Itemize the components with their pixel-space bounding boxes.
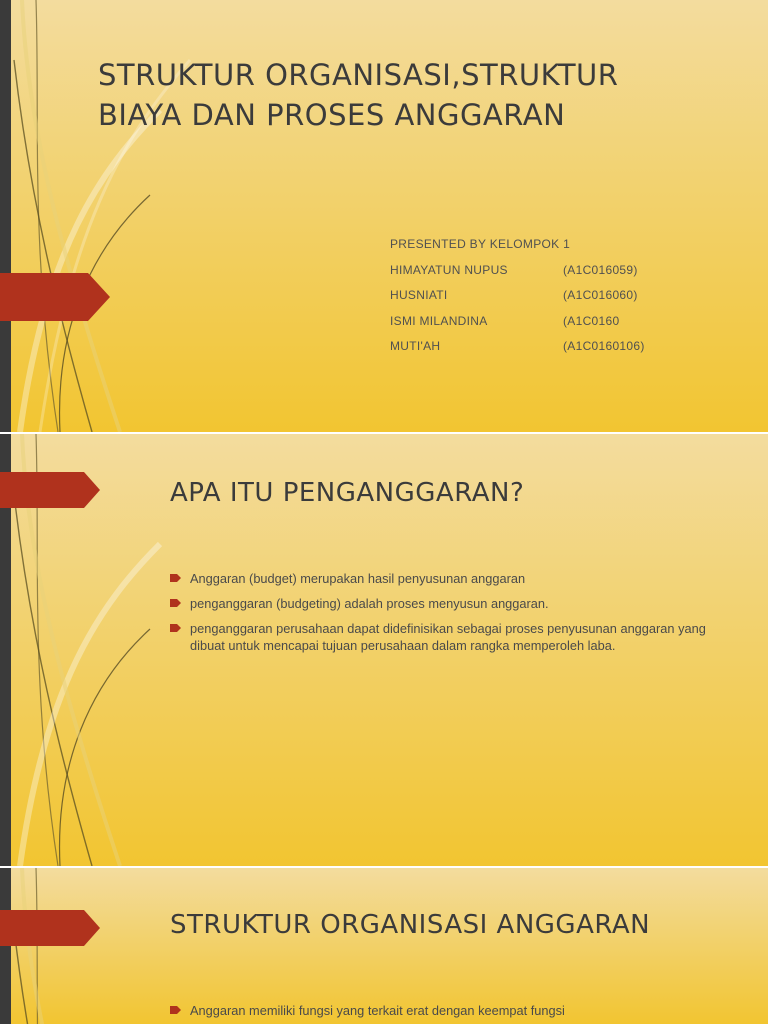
member-id: (A1C0160106) <box>563 339 645 353</box>
list-item <box>170 620 710 654</box>
list-item <box>170 595 710 612</box>
slide-3-content <box>0 868 768 1024</box>
bullet-text: Anggaran (budget) merupakan hasil penyusunan anggaran <box>190 571 526 586</box>
list-item <box>170 570 710 587</box>
left-dark-bar <box>0 0 11 432</box>
member-id: (A1C0160 <box>563 313 620 328</box>
bullet-list <box>170 570 710 662</box>
slide-2-content <box>0 434 768 866</box>
member-id: (A1C016060) <box>563 288 638 302</box>
member-name: ISMI MILANDINA <box>390 313 488 328</box>
member-row <box>390 334 645 360</box>
title-tag-arrow-icon <box>0 910 110 958</box>
member-row <box>390 309 645 335</box>
page-title <box>98 55 718 135</box>
title-tag-arrow-icon <box>0 472 110 520</box>
arrow-bullet-icon <box>170 599 181 607</box>
title-line-2: BIAYA DAN PROSES ANGGARAN <box>98 98 566 132</box>
bullet-text: Anggaran memiliki fungsi yang terkait erat dengan keempat fungsi <box>190 1003 565 1018</box>
member-name: HIMAYATUN NUPUS <box>390 262 508 277</box>
slide-title: APA ITU PENGANGGARAN? <box>170 478 525 508</box>
title-line-1: STRUKTUR ORGANISASI,STRUKTUR <box>98 58 619 92</box>
bullet-text: penganggaran perusahaan dapat didefinisikan sebagai proses penyusunan anggaran yang dibuat untuk mencapai tujuan perusahaan dalam rangka memperoleh laba. <box>190 621 706 653</box>
member-name: HUSNIATI <box>390 288 448 302</box>
member-row <box>390 283 645 309</box>
member-name: MUTI'AH <box>390 339 441 353</box>
arrow-bullet-icon <box>170 624 181 632</box>
list-item <box>170 1002 710 1019</box>
bullet-list <box>170 1002 710 1024</box>
arrow-bullet-icon <box>170 574 181 582</box>
title-tag-arrow-icon <box>0 273 110 321</box>
member-id: (A1C016059) <box>563 262 638 277</box>
member-row <box>390 258 645 284</box>
arrow-bullet-icon <box>170 1006 181 1014</box>
slide-1-title-slide <box>0 0 768 432</box>
bullet-text: penganggaran (budgeting) adalah proses menyusun anggaran. <box>190 596 549 611</box>
slide-title: STRUKTUR ORGANISASI ANGGARAN <box>170 910 651 940</box>
presenter-block <box>390 232 645 360</box>
presented-by-label: PRESENTED BY KELOMPOK 1 <box>390 237 571 251</box>
